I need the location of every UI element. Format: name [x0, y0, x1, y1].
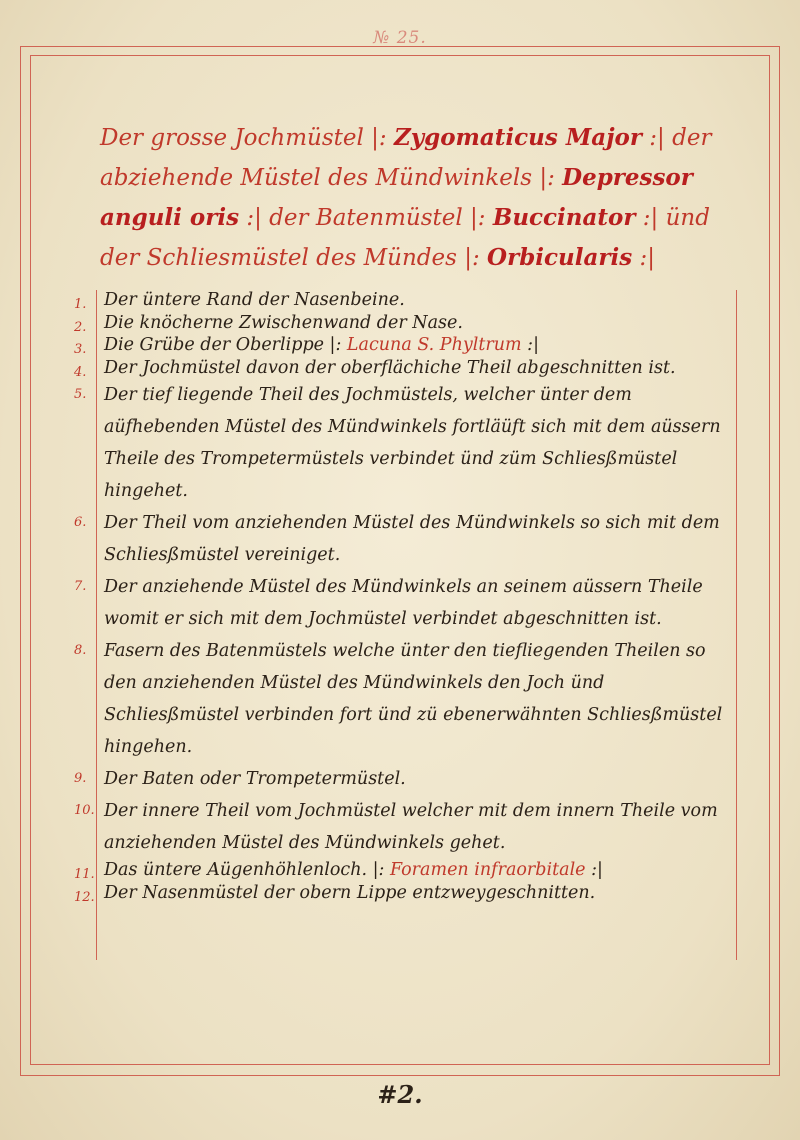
item-number: 6.	[74, 515, 87, 530]
item-number: 7.	[74, 579, 87, 594]
item-text-segment: Der innere Theil vom Jochmüstel welcher mit dem innern Theile vom anziehenden Müstel des Mündwinkels gehet.	[104, 801, 718, 853]
list-item	[0, 635, 800, 763]
title-segment: :| ünd der Schliesmüstel des Mündes |:	[100, 205, 710, 271]
list-item	[0, 571, 800, 635]
item-text-segment: Die knöcherne Zwischenwand der Nase.	[104, 312, 463, 333]
item-number: 11.	[74, 867, 95, 882]
item-number: 12.	[74, 889, 95, 905]
plate-number: #2.	[377, 1080, 423, 1109]
list-item	[0, 507, 800, 571]
item-number: 10.	[74, 803, 95, 818]
item-text	[104, 312, 736, 335]
item-text	[104, 289, 736, 312]
title-latin-segment: Zygomaticus Major	[393, 124, 642, 151]
item-text	[104, 882, 736, 905]
list-item	[0, 334, 800, 357]
item-text	[104, 507, 736, 571]
title-segment: :| der Batenmüstel |:	[239, 205, 493, 231]
title-latin-segment: Orbicularis	[487, 244, 633, 271]
item-number: 1.	[74, 297, 87, 312]
item-number: 8.	[74, 643, 87, 658]
title-segment: Der grosse Jochmüstel |:	[100, 125, 394, 151]
list-item	[0, 289, 800, 312]
item-number: 2.	[74, 319, 87, 335]
list-item	[0, 312, 800, 335]
item-text-segment: :|	[521, 335, 539, 355]
item-number: 9.	[74, 771, 87, 786]
sheet-number: № 25.	[373, 28, 427, 48]
item-text-segment: Der Jochmüstel davon der oberflächiche Theil abgeschnitten ist.	[104, 357, 676, 378]
item-latin-segment: Foramen infraorbitale	[389, 860, 586, 880]
item-number: 3.	[74, 342, 87, 357]
list-item	[0, 882, 800, 905]
list-item	[0, 795, 800, 859]
item-text	[104, 795, 736, 859]
item-text-segment: Der tief liegende Theil des Jochmüstels, welcher ünter dem aüfhebenden Müstel des Mündwinkels fortläüft sich mit dem aüssern Theile des Trompetermüstels verbindet ünd züm Schliesßmüstel hingehet.	[104, 385, 721, 501]
item-text-segment: Der Baten oder Trompetermüstel.	[104, 769, 406, 789]
page-title	[100, 118, 740, 278]
item-text	[104, 859, 736, 882]
item-text-segment: Der Nasenmüstel der obern Lippe entzweygeschnitten.	[104, 882, 596, 903]
item-text	[104, 635, 736, 763]
item-text-segment: Der Theil vom anziehenden Müstel des Mündwinkels so sich mit dem Schliesßmüstel vereiniget.	[104, 513, 720, 565]
item-text	[104, 379, 736, 507]
item-number: 5.	[74, 387, 87, 402]
title-segment: :|	[632, 245, 656, 271]
item-text-segment: Der üntere Rand der Nasenbeine.	[104, 290, 405, 310]
title-latin-segment: Buccinator	[492, 204, 636, 231]
list-item	[0, 763, 800, 795]
item-text-segment: Die Grübe der Oberlippe |:	[104, 335, 347, 355]
item-text	[104, 357, 736, 380]
list-item	[0, 357, 800, 380]
item-text-segment: :|	[585, 860, 603, 880]
item-text-segment: Das üntere Aügenhöhlenloch. |:	[104, 860, 390, 880]
title-latin-segment: Depressor anguli oris	[100, 164, 693, 231]
item-number: 4.	[74, 364, 87, 380]
item-text	[104, 571, 736, 635]
item-text	[104, 334, 736, 357]
item-latin-segment: Lacuna S. Phyltrum	[346, 335, 522, 355]
title-segment: :| der abziehende Müstel des Mündwinkels |:	[100, 125, 712, 191]
item-text-segment: Fasern des Batenmüstels welche ünter den tiefliegenden Theilen so den anziehenden Müstel des Mündwinkels den Joch ünd Schliesßmüstel verbinden fort ünd zü ebenerwähnten Schliesßmüstel hingehen.	[104, 641, 723, 757]
legend-list	[0, 289, 800, 904]
item-text	[104, 763, 736, 795]
item-text-segment: Der anziehende Müstel des Mündwinkels an seinem aüssern Theile womit er sich mit dem Jochmüstel verbindet abgeschnitten ist.	[104, 577, 703, 629]
list-item	[0, 379, 800, 507]
list-item	[0, 859, 800, 882]
